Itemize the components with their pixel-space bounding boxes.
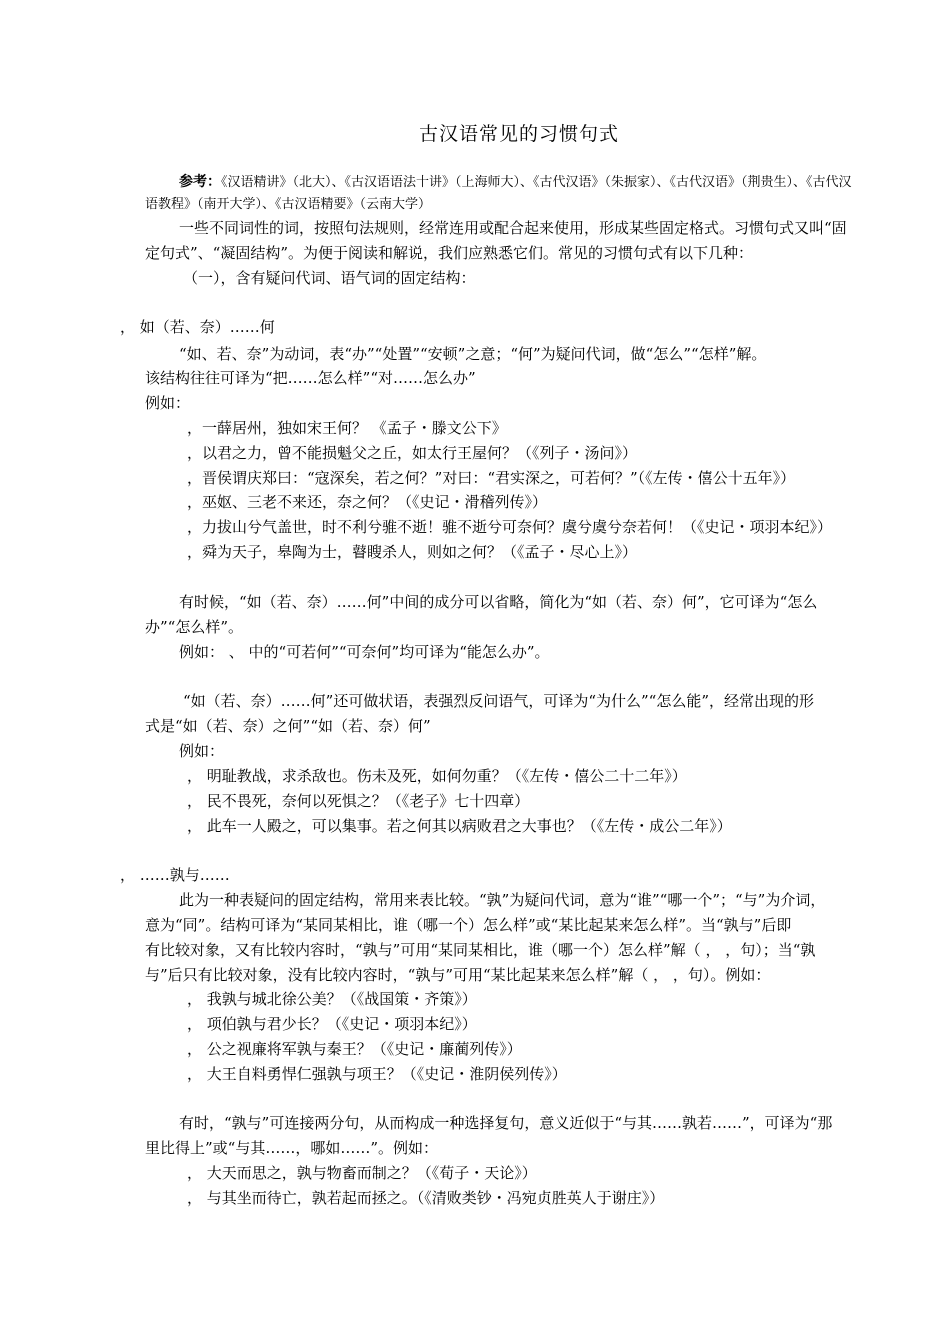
reference-line-1	[179, 172, 852, 193]
intro-line: 定句式”、“凝固结构”。为便于阅读和解说，我们应熟悉它们。常见的习惯句式有以下几种：	[145, 244, 754, 262]
example-line: ，晋侯谓庆郑曰：“寇深矣，若之何？”对曰：“君实深之，可若何？”（《左传・僖公十五年》）	[187, 469, 796, 487]
paragraph-line: 与”后只有比较对象，没有比较内容时，“孰与”可用“某比起某来怎么样”解（ ， ，句）。例如：	[145, 966, 771, 984]
reference-label: 参考：	[179, 174, 221, 190]
paragraph-line: 有时候，“如（若、奈）……何”中间的成分可以省略，简化为“如（若、奈）何”，它可译为“怎么	[179, 593, 818, 611]
paragraph-line: “如（若、奈）……何”还可做状语，表强烈反问语气，可译为“为什么”“怎么能”，经常出现的形	[183, 692, 815, 710]
page-title: 古汉语常见的习惯句式	[419, 123, 620, 145]
example-line: ， 明耻教战，求杀敌也。伤未及死，如何勿重？（《左传・僖公二十二年》）	[187, 767, 687, 785]
paragraph-line: 有比较对象，又有比较内容时，“孰与”可用“某同某相比，谁（哪一个）怎么样”解（ ， ，句）；当“孰	[145, 941, 816, 959]
example-line: ，巫妪、三老不来还，奈之何？（《史记・滑稽列传》）	[187, 493, 548, 511]
paragraph-line: 意为“同”。结构可译为“某同某相比，谁（哪一个）怎么样”或“某比起某来怎么样”。当“孰与”后即	[145, 916, 792, 934]
example-line: ，力拔山兮气盖世，时不利兮骓不逝！骓不逝兮可奈何？虞兮虞兮奈若何！（《史记・项羽本纪》）	[187, 518, 833, 536]
paragraph-line: 此为一种表疑问的固定结构，常用来表比较。“孰”为疑问代词，意为“谁”“哪一个”；“与”为介词，	[179, 891, 826, 909]
paragraph-line: “如、若、奈”为动词，表“办”“处置”“安顿”之意；“何”为疑问代词，做“怎么”“怎样”解。	[179, 345, 767, 363]
section-heading: ， 如（若、奈）……何	[120, 318, 275, 336]
example-line: ， 此车一人殿之，可以集事。若之何其以病败君之大事也？（《左传・成公二年》）	[187, 817, 732, 835]
reference-line-2: 语教程》（南开大学）、《古汉语精要》（云南大学）	[145, 197, 432, 212]
example-label: 例如：	[145, 394, 191, 412]
example-line: ， 与其坐而待亡，孰若起而拯之。（《清败类钞・冯宛贞胜英人于谢庄》）	[187, 1189, 665, 1207]
example-label: 例如：	[179, 742, 225, 760]
paragraph-line: 里比得上”或“与其……，哪如……”。例如：	[145, 1139, 439, 1157]
example-line: ， 项伯孰与君少长？（《史记・项羽本纪》）	[187, 1015, 477, 1033]
intro-line: 一些不同词性的词，按照句法规则，经常连用或配合起来使用，形成某些固定格式。习惯句式又叫“固	[179, 219, 847, 237]
example-line: ，以君之力，曾不能损魁父之丘，如太行王屋何？（《列子・汤问》）	[187, 444, 638, 462]
example-line: ，舜为天子，皋陶为士，瞽瞍杀人，则如之何？（《孟子・尽心上》）	[187, 543, 638, 561]
paragraph-line: 例如： 、 中的“可若何”“可奈何”均可译为“能怎么办”。	[179, 643, 550, 661]
paragraph-line: 式是“如（若、奈）之何”“如（若、奈）何”	[145, 717, 431, 735]
example-line: ，一薛居州，独如宋王何？ 《孟子・滕文公下》	[187, 419, 507, 437]
example-line: ， 公之视廉将军孰与秦王？（《史记・廉蔺列传》）	[187, 1040, 522, 1058]
example-line: ， 民不畏死，奈何以死惧之？（《老子》七十四章）	[187, 792, 530, 810]
example-line: ， 我孰与城北徐公美？（《战国策・齐策》）	[187, 990, 477, 1008]
paragraph-line: 办”“怎么样”。	[145, 618, 244, 636]
reference-text: 《汉语精讲》（北大）、《古汉语语法十讲》（上海师大）、《古代汉语》（朱振家）、《古代汉语》（荆贵生）、《古代汉	[221, 175, 852, 190]
paragraph-line: 该结构往往可译为“把……怎么样”“对……怎么办”	[145, 369, 476, 387]
section-heading: ， ……孰与……	[120, 866, 230, 884]
paragraph-line: 有时，“孰与”可连接两分句，从而构成一种选择复句，意义近似于“与其……孰若……”，可译为“那	[179, 1114, 833, 1132]
example-line: ， 大天而思之，孰与物畜而制之？（《荀子・天论》）	[187, 1164, 537, 1182]
section-group-heading: （一），含有疑问代词、语气词的固定结构：	[183, 269, 476, 287]
example-line: ， 大王自料勇悍仁强孰与项王？（《史记・淮阴侯列传》）	[187, 1065, 567, 1083]
